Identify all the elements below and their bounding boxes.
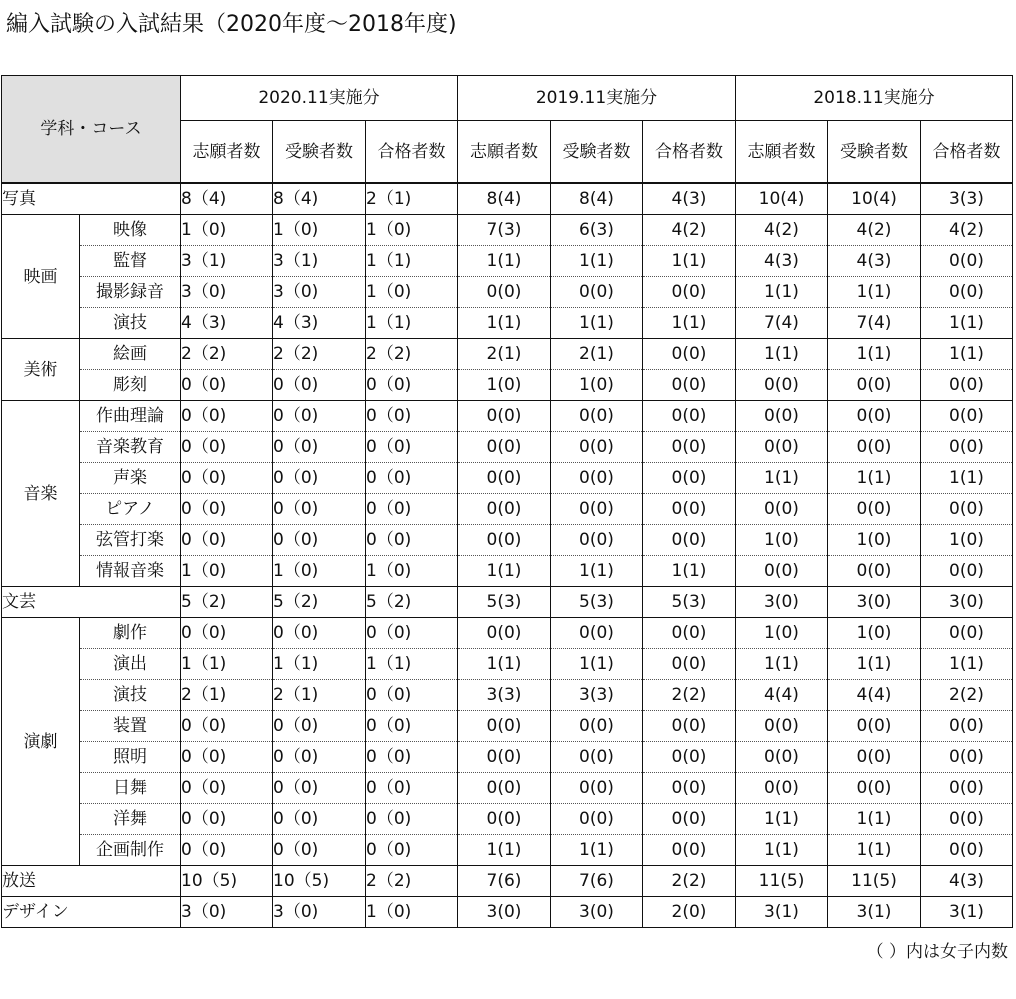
- value-cell: 0（0): [273, 525, 366, 556]
- value-cell: 1(1): [828, 463, 921, 494]
- value-cell: 1（0): [366, 277, 458, 308]
- dept-label: 文芸: [2, 587, 181, 618]
- table-row: [2, 183, 1013, 215]
- value-cell: 1(1): [551, 556, 643, 587]
- course-label: 音楽教育: [80, 432, 181, 463]
- value-cell: 0(0): [921, 773, 1013, 804]
- course-label: 撮影録音: [80, 277, 181, 308]
- value-cell: 4(2): [643, 215, 736, 246]
- dept-label: 音楽: [2, 401, 80, 587]
- value-cell: 2（2): [366, 339, 458, 370]
- table-row: [2, 401, 1013, 432]
- value-cell: 7(4): [736, 308, 828, 339]
- value-cell: 3(3): [921, 183, 1013, 215]
- table-row: [2, 339, 1013, 370]
- page-title: 編入試験の入試結果（2020年度〜2018年度): [6, 12, 457, 37]
- value-cell: 0(0): [736, 742, 828, 773]
- value-cell: 1(0): [736, 525, 828, 556]
- course-label: 日舞: [80, 773, 181, 804]
- value-cell: 1(1): [921, 463, 1013, 494]
- value-cell: 1(1): [458, 649, 551, 680]
- value-cell: 0(0): [551, 494, 643, 525]
- value-cell: 1(1): [736, 277, 828, 308]
- value-cell: 1(1): [828, 804, 921, 835]
- value-cell: 4(4): [828, 680, 921, 711]
- value-cell: 0（0): [366, 463, 458, 494]
- value-cell: 0(0): [643, 804, 736, 835]
- value-cell: 3(0): [828, 587, 921, 618]
- course-label: 演技: [80, 308, 181, 339]
- value-cell: 0(0): [643, 742, 736, 773]
- value-cell: 0(0): [458, 463, 551, 494]
- value-cell: 2(2): [921, 680, 1013, 711]
- value-cell: 2（1): [181, 680, 273, 711]
- value-cell: 0(0): [921, 711, 1013, 742]
- value-cell: 1（0): [273, 215, 366, 246]
- value-cell: 2（2): [366, 866, 458, 897]
- value-cell: 0（0): [366, 804, 458, 835]
- course-label: 演出: [80, 649, 181, 680]
- value-cell: 0（0): [273, 711, 366, 742]
- value-cell: 1(1): [921, 308, 1013, 339]
- value-cell: 0(0): [551, 525, 643, 556]
- value-cell: 0(0): [643, 773, 736, 804]
- value-cell: 3(1): [736, 897, 828, 928]
- value-cell: 0(0): [828, 401, 921, 432]
- value-cell: 1（0): [181, 215, 273, 246]
- value-cell: 0（0): [273, 804, 366, 835]
- value-cell: 0（0): [273, 773, 366, 804]
- value-cell: 0(0): [736, 401, 828, 432]
- dept-label: 美術: [2, 339, 80, 401]
- dept-label: デザイン: [2, 897, 181, 928]
- value-cell: 0(0): [921, 246, 1013, 277]
- value-cell: 1（1): [181, 649, 273, 680]
- value-cell: 0（0): [273, 401, 366, 432]
- value-cell: 10(4): [828, 183, 921, 215]
- course-label: 洋舞: [80, 804, 181, 835]
- value-cell: 0(0): [458, 401, 551, 432]
- table-row: [2, 742, 1013, 773]
- value-cell: 1(1): [736, 835, 828, 866]
- value-cell: 0（0): [366, 370, 458, 401]
- value-cell: 1(1): [921, 339, 1013, 370]
- value-cell: 0(0): [921, 835, 1013, 866]
- value-cell: 0（0): [181, 525, 273, 556]
- value-cell: 3(3): [458, 680, 551, 711]
- value-cell: 8（4): [273, 183, 366, 215]
- value-cell: 0(0): [921, 556, 1013, 587]
- value-cell: 1(1): [736, 463, 828, 494]
- value-cell: 4（3): [181, 308, 273, 339]
- value-cell: 3（0): [181, 897, 273, 928]
- dept-label: 放送: [2, 866, 181, 897]
- value-cell: 3(0): [921, 587, 1013, 618]
- value-cell: 1（0): [181, 556, 273, 587]
- value-cell: 1(0): [551, 370, 643, 401]
- table-row: [2, 525, 1013, 556]
- value-cell: 0（0): [366, 835, 458, 866]
- value-cell: 0(0): [736, 370, 828, 401]
- value-cell: 1(1): [828, 277, 921, 308]
- value-cell: 4(3): [643, 183, 736, 215]
- value-cell: 2（2): [181, 339, 273, 370]
- value-cell: 0(0): [643, 463, 736, 494]
- course-label: 装置: [80, 711, 181, 742]
- value-cell: 0（0): [273, 370, 366, 401]
- dept-label: 写真: [2, 183, 181, 215]
- value-cell: 4(3): [921, 866, 1013, 897]
- value-cell: 1(1): [458, 308, 551, 339]
- header-passed: 合格者数: [366, 121, 458, 184]
- value-cell: 0（0): [273, 618, 366, 649]
- value-cell: 0（0): [181, 835, 273, 866]
- value-cell: 5(3): [551, 587, 643, 618]
- value-cell: 2(2): [643, 866, 736, 897]
- course-label: 劇作: [80, 618, 181, 649]
- value-cell: 0(0): [643, 339, 736, 370]
- value-cell: 4(2): [921, 215, 1013, 246]
- value-cell: 4(2): [736, 215, 828, 246]
- value-cell: 1(1): [458, 835, 551, 866]
- course-label: 絵画: [80, 339, 181, 370]
- table-row: [2, 711, 1013, 742]
- results-table: [1, 75, 1013, 928]
- value-cell: 0(0): [921, 432, 1013, 463]
- value-cell: 0(0): [551, 742, 643, 773]
- value-cell: 7(3): [458, 215, 551, 246]
- value-cell: 2(2): [643, 680, 736, 711]
- course-label: 弦管打楽: [80, 525, 181, 556]
- value-cell: 0（0): [366, 525, 458, 556]
- value-cell: 0（0): [181, 370, 273, 401]
- value-cell: 0(0): [458, 432, 551, 463]
- value-cell: 0（0): [366, 742, 458, 773]
- value-cell: 5（2): [273, 587, 366, 618]
- value-cell: 0(0): [828, 742, 921, 773]
- value-cell: 0(0): [458, 525, 551, 556]
- value-cell: 7(6): [551, 866, 643, 897]
- table-row: [2, 370, 1013, 401]
- value-cell: 1(0): [921, 525, 1013, 556]
- header-examinees: 受験者数: [273, 121, 366, 184]
- value-cell: 1(1): [458, 556, 551, 587]
- value-cell: 1（0): [273, 556, 366, 587]
- value-cell: 0(0): [643, 494, 736, 525]
- value-cell: 0(0): [643, 401, 736, 432]
- value-cell: 0(0): [551, 804, 643, 835]
- value-cell: 0(0): [828, 432, 921, 463]
- value-cell: 1(1): [551, 835, 643, 866]
- value-cell: 1(1): [551, 308, 643, 339]
- value-cell: 11(5): [828, 866, 921, 897]
- value-cell: 0(0): [643, 525, 736, 556]
- table-body: [2, 183, 1013, 928]
- value-cell: 0（0): [181, 742, 273, 773]
- value-cell: 4(3): [736, 246, 828, 277]
- value-cell: 3（0): [181, 277, 273, 308]
- value-cell: 10（5): [273, 866, 366, 897]
- course-label: 映像: [80, 215, 181, 246]
- value-cell: 0（0): [181, 773, 273, 804]
- header-applicants: 志願者数: [181, 121, 273, 184]
- value-cell: 0（0): [181, 494, 273, 525]
- value-cell: 6(3): [551, 215, 643, 246]
- value-cell: 0(0): [921, 742, 1013, 773]
- value-cell: 3（1): [181, 246, 273, 277]
- value-cell: 1(1): [551, 246, 643, 277]
- value-cell: 0（0): [273, 463, 366, 494]
- value-cell: 3(1): [828, 897, 921, 928]
- value-cell: 0（0): [181, 618, 273, 649]
- value-cell: 4（3): [273, 308, 366, 339]
- value-cell: 0（0): [181, 463, 273, 494]
- course-label: 情報音楽: [80, 556, 181, 587]
- value-cell: 1(1): [828, 835, 921, 866]
- value-cell: 0（0): [273, 494, 366, 525]
- course-label: 演技: [80, 680, 181, 711]
- value-cell: 7(4): [828, 308, 921, 339]
- table-row: [2, 680, 1013, 711]
- value-cell: 1(1): [736, 649, 828, 680]
- value-cell: 0(0): [643, 277, 736, 308]
- value-cell: 5（2): [181, 587, 273, 618]
- value-cell: 0(0): [643, 835, 736, 866]
- value-cell: 11(5): [736, 866, 828, 897]
- value-cell: 3（0): [273, 277, 366, 308]
- value-cell: 0(0): [458, 618, 551, 649]
- table-row: [2, 835, 1013, 866]
- table-row: [2, 649, 1013, 680]
- value-cell: 0(0): [828, 556, 921, 587]
- value-cell: 8（4): [181, 183, 273, 215]
- value-cell: 5(3): [458, 587, 551, 618]
- value-cell: 8(4): [458, 183, 551, 215]
- value-cell: 2(1): [551, 339, 643, 370]
- header-year-2020: 2020.11実施分: [181, 76, 458, 121]
- value-cell: 0(0): [828, 773, 921, 804]
- value-cell: 0(0): [643, 649, 736, 680]
- value-cell: 0(0): [551, 277, 643, 308]
- value-cell: 0(0): [643, 618, 736, 649]
- value-cell: 1(0): [736, 618, 828, 649]
- table-row: [2, 866, 1013, 897]
- value-cell: 0（0): [366, 680, 458, 711]
- value-cell: 0(0): [551, 773, 643, 804]
- value-cell: 3(3): [551, 680, 643, 711]
- value-cell: 0(0): [921, 494, 1013, 525]
- value-cell: 0（0): [181, 804, 273, 835]
- table-row: [2, 556, 1013, 587]
- value-cell: 2(1): [458, 339, 551, 370]
- table-row: [2, 463, 1013, 494]
- table-row: [2, 308, 1013, 339]
- table-row: [2, 277, 1013, 308]
- header-year-2019: 2019.11実施分: [458, 76, 736, 121]
- value-cell: 4(4): [736, 680, 828, 711]
- course-label: 声楽: [80, 463, 181, 494]
- dept-label: 映画: [2, 215, 80, 339]
- value-cell: 1(1): [458, 246, 551, 277]
- value-cell: 1(1): [643, 308, 736, 339]
- value-cell: 0(0): [458, 742, 551, 773]
- value-cell: 1(1): [551, 649, 643, 680]
- value-cell: 0(0): [551, 463, 643, 494]
- value-cell: 1(1): [736, 339, 828, 370]
- dept-label: 演劇: [2, 618, 80, 866]
- value-cell: 1(1): [643, 556, 736, 587]
- value-cell: 1(1): [921, 649, 1013, 680]
- value-cell: 0(0): [458, 494, 551, 525]
- value-cell: 1（0): [366, 897, 458, 928]
- value-cell: 0(0): [921, 401, 1013, 432]
- value-cell: 0（0): [366, 711, 458, 742]
- value-cell: 3(0): [458, 897, 551, 928]
- header-passed: 合格者数: [921, 121, 1013, 184]
- table-row: [2, 587, 1013, 618]
- value-cell: 1(0): [828, 525, 921, 556]
- value-cell: 0（0): [366, 618, 458, 649]
- header-year-2018: 2018.11実施分: [736, 76, 1013, 121]
- header-passed: 合格者数: [643, 121, 736, 184]
- value-cell: 3（0): [273, 897, 366, 928]
- value-cell: 0(0): [921, 804, 1013, 835]
- value-cell: 4(3): [828, 246, 921, 277]
- value-cell: 0(0): [736, 494, 828, 525]
- course-label: 彫刻: [80, 370, 181, 401]
- table-row: [2, 246, 1013, 277]
- value-cell: 3(1): [921, 897, 1013, 928]
- table-row: [2, 897, 1013, 928]
- header-corner: 学科・コース: [2, 76, 181, 184]
- course-label: 作曲理論: [80, 401, 181, 432]
- value-cell: 0（0): [181, 432, 273, 463]
- value-cell: 0(0): [921, 618, 1013, 649]
- header-applicants: 志願者数: [736, 121, 828, 184]
- value-cell: 0（0): [273, 742, 366, 773]
- table-row: [2, 494, 1013, 525]
- value-cell: 1(1): [828, 649, 921, 680]
- header-examinees: 受験者数: [828, 121, 921, 184]
- value-cell: 2（1): [273, 680, 366, 711]
- value-cell: 0（0): [273, 432, 366, 463]
- value-cell: 0(0): [736, 773, 828, 804]
- value-cell: 1(0): [458, 370, 551, 401]
- value-cell: 0(0): [458, 804, 551, 835]
- value-cell: 3(0): [551, 897, 643, 928]
- value-cell: 0(0): [736, 556, 828, 587]
- value-cell: 0(0): [551, 401, 643, 432]
- value-cell: 0（0): [181, 401, 273, 432]
- value-cell: 2(0): [643, 897, 736, 928]
- value-cell: 0(0): [458, 711, 551, 742]
- value-cell: 0(0): [921, 370, 1013, 401]
- value-cell: 5（2): [366, 587, 458, 618]
- value-cell: 1（1): [366, 308, 458, 339]
- value-cell: 0(0): [828, 711, 921, 742]
- header-applicants: 志願者数: [458, 121, 551, 184]
- value-cell: 7(6): [458, 866, 551, 897]
- value-cell: 1(1): [828, 339, 921, 370]
- value-cell: 1(0): [828, 618, 921, 649]
- value-cell: 10(4): [736, 183, 828, 215]
- value-cell: 0（0): [273, 835, 366, 866]
- value-cell: 0(0): [551, 711, 643, 742]
- course-label: ピアノ: [80, 494, 181, 525]
- value-cell: 1(1): [736, 804, 828, 835]
- value-cell: 0(0): [643, 432, 736, 463]
- value-cell: 10（5): [181, 866, 273, 897]
- value-cell: 1(1): [643, 246, 736, 277]
- value-cell: 0(0): [458, 277, 551, 308]
- value-cell: 1（0): [366, 215, 458, 246]
- table-row: [2, 432, 1013, 463]
- course-label: 監督: [80, 246, 181, 277]
- value-cell: 0(0): [551, 618, 643, 649]
- value-cell: 1（0): [366, 556, 458, 587]
- value-cell: 1（1): [273, 649, 366, 680]
- value-cell: 1（1): [366, 649, 458, 680]
- header-examinees: 受験者数: [551, 121, 643, 184]
- value-cell: 0（0): [366, 432, 458, 463]
- course-label: 照明: [80, 742, 181, 773]
- table-row: [2, 773, 1013, 804]
- course-label: 企画制作: [80, 835, 181, 866]
- value-cell: 0(0): [736, 432, 828, 463]
- table-row: [2, 804, 1013, 835]
- value-cell: 0（0): [366, 773, 458, 804]
- value-cell: 0（0): [181, 711, 273, 742]
- footnote: （ ）内は女子内数: [866, 942, 1008, 962]
- value-cell: 0（0): [366, 494, 458, 525]
- value-cell: 5(3): [643, 587, 736, 618]
- value-cell: 8(4): [551, 183, 643, 215]
- value-cell: 0(0): [643, 370, 736, 401]
- value-cell: 3（1): [273, 246, 366, 277]
- value-cell: 0(0): [828, 370, 921, 401]
- table-row: [2, 215, 1013, 246]
- value-cell: 0(0): [458, 773, 551, 804]
- value-cell: 0(0): [736, 711, 828, 742]
- value-cell: 1（1): [366, 246, 458, 277]
- value-cell: 0(0): [551, 432, 643, 463]
- value-cell: 2（1): [366, 183, 458, 215]
- value-cell: 3(0): [736, 587, 828, 618]
- value-cell: 0(0): [921, 277, 1013, 308]
- value-cell: 4(2): [828, 215, 921, 246]
- value-cell: 0（0): [366, 401, 458, 432]
- value-cell: 0(0): [643, 711, 736, 742]
- value-cell: 0(0): [828, 494, 921, 525]
- table-row: [2, 618, 1013, 649]
- value-cell: 2（2): [273, 339, 366, 370]
